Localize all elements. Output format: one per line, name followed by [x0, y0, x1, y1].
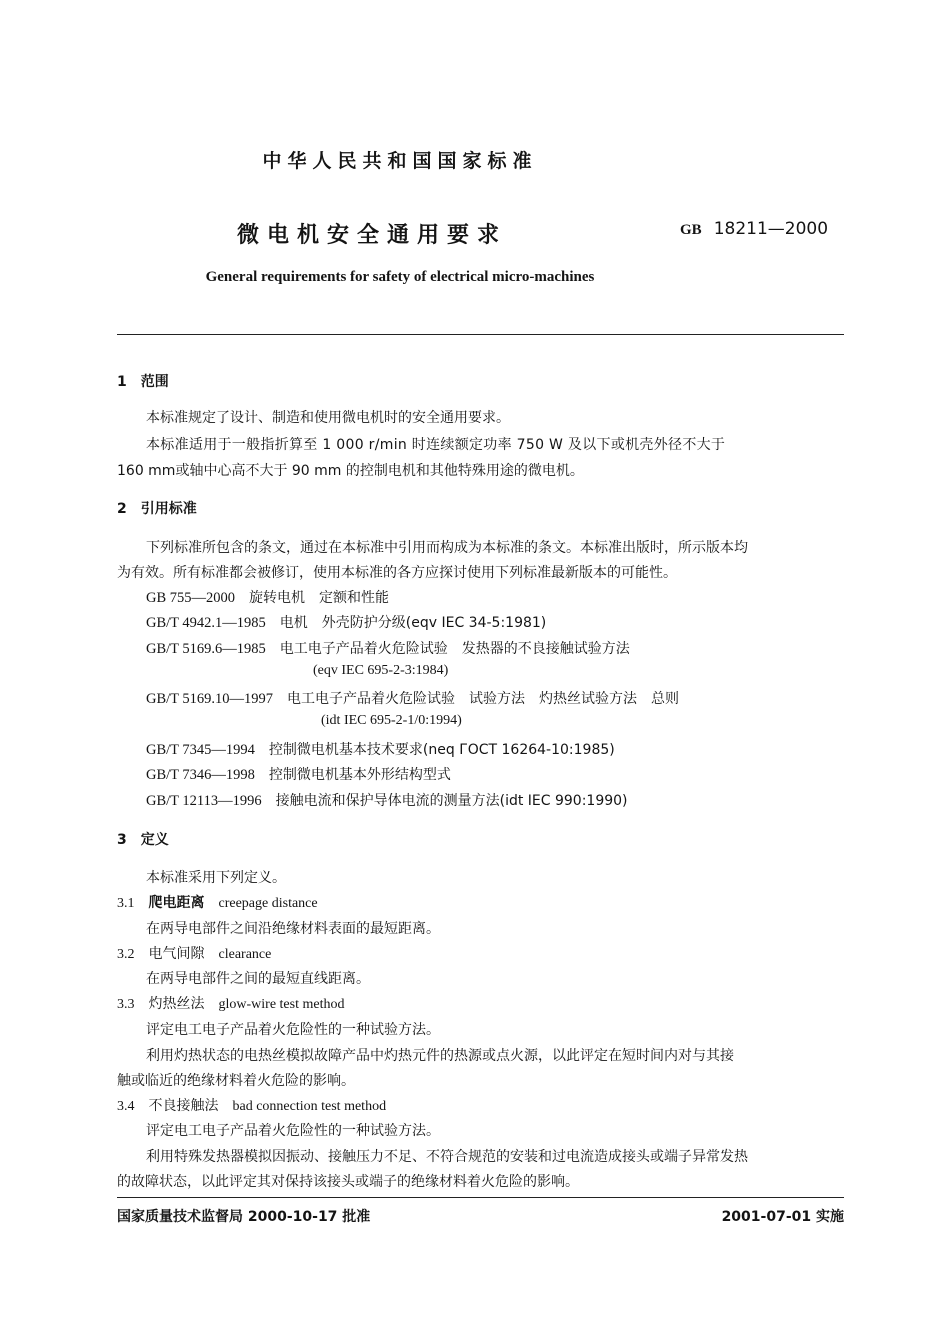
reference-continuation: (idt IEC 695-2-1/0:1994): [321, 713, 462, 728]
reference-item: [146, 688, 679, 708]
reference-code: GB/T 5169.10—1997: [146, 691, 274, 707]
section-3-heading: [117, 829, 169, 849]
definition-text: 在两导电部件之间沿绝缘材料表面的最短距离。: [146, 921, 440, 937]
reference-item: [146, 612, 546, 632]
term-en: bad connection test method: [232, 1099, 387, 1114]
definition-number: 3.3: [117, 997, 135, 1012]
section-1-heading: [117, 371, 169, 391]
definition-text: 评定电工电子产品着火危险性的一种试验方法。: [146, 1123, 440, 1139]
definition-text: 利用特殊发热器模拟因振动、接触压力不足、不符合规范的安装和过电流造成接头或端子异常发热: [146, 1149, 748, 1165]
section-number: 2: [117, 501, 127, 517]
english-title: General requirements for safety of electrical micro-machines: [205, 269, 595, 285]
reference-title: 电工电子产品着火危险试验 试验方法 灼热丝试验方法 总则: [287, 691, 680, 707]
definition-number: 3.1: [117, 896, 135, 911]
section-title: 引用标准: [140, 501, 197, 517]
reference-title: 控制微电机基本外形结构型式: [268, 767, 451, 783]
standard-number: [680, 219, 828, 239]
reference-continuation: (eqv IEC 695-2-3:1984): [313, 663, 449, 678]
reference-item: [146, 764, 451, 784]
paragraph: 本标准适用于一般指折算至 1 000 r/min 时连续额定功率 750 W 及以下或机壳外径不大于: [146, 437, 726, 453]
term-en: glow-wire test method: [218, 997, 345, 1012]
paragraph: 160 mm或轴中心高不大于 90 mm 的控制电机和其他特殊用途的微电机。: [117, 463, 584, 479]
implementation-date: 2001-07-01 实施: [721, 1209, 844, 1225]
gb-prefix: GB: [680, 222, 702, 238]
reference-code: GB/T 4942.1—1985: [146, 615, 266, 631]
reference-code: GB/T 7346—1998: [146, 767, 255, 783]
gb-number: 18211—2000: [713, 219, 829, 239]
definition-text: 评定电工电子产品着火危险性的一种试验方法。: [146, 1022, 440, 1038]
paragraph: 为有效。所有标准都会被修订，使用本标准的各方应探讨使用下列标准最新版本的可能性。: [117, 565, 677, 581]
paragraph: 下列标准所包含的条文，通过在本标准中引用而构成为本标准的条文。本标准出版时，所示版本均: [146, 540, 748, 556]
reference-code: GB/T 5169.6—1985: [146, 641, 266, 657]
reference-title: 旋转电机 定额和性能: [249, 590, 390, 606]
reference-title: 电机 外壳防护分级(eqv IEC 34-5:1981): [279, 615, 547, 631]
definition-text: 的故障状态，以此评定其对保持该接头或端子的绝缘材料着火危险的影响。: [117, 1174, 579, 1190]
term-cn: 灼热丝法: [148, 996, 205, 1012]
section-number: 3: [117, 832, 127, 848]
reference-code: GB/T 7345—1994: [146, 742, 255, 758]
reference-item: [146, 587, 389, 607]
approval-date: 国家质量技术监督局 2000-10-17 批准: [117, 1209, 371, 1225]
definition-number: 3.2: [117, 947, 135, 962]
paragraph: 本标准规定了设计、制造和使用微电机时的安全通用要求。: [146, 410, 510, 426]
term-cn: 不良接触法: [148, 1098, 219, 1114]
section-title: 定义: [140, 832, 169, 848]
term-cn: 爬电距离: [148, 895, 205, 911]
section-2-heading: [117, 498, 197, 518]
term-en: creepage distance: [218, 896, 318, 911]
reference-title: 电工电子产品着火危险试验 发热器的不良接触试验方法: [279, 641, 630, 657]
reference-title: 控制微电机基本技术要求(neq ГОСТ 16264-10:1985): [268, 742, 615, 758]
definition-term: [117, 993, 344, 1013]
section-number: 1: [117, 374, 127, 390]
country-standard-title: 中华人民共和国国家标准: [262, 150, 538, 172]
reference-item: [146, 739, 615, 759]
definition-text: 利用灼热状态的电热丝模拟故障产品中灼热元件的热源或点火源，以此评定在短时间内对与其接: [146, 1048, 734, 1064]
reference-item: [146, 638, 630, 658]
section-title: 范围: [140, 374, 169, 390]
reference-code: GB/T 12113—1996: [146, 793, 262, 809]
reference-title: 接触电流和保护导体电流的测量方法(idt IEC 990:1990): [275, 793, 628, 809]
footer-divider: [117, 1197, 844, 1198]
reference-item: [146, 790, 628, 810]
reference-code: GB 755—2000: [146, 590, 236, 606]
term-cn: 电气间隙: [148, 946, 205, 962]
header-divider: [117, 334, 844, 335]
definition-term: [117, 943, 271, 963]
definition-number: 3.4: [117, 1099, 135, 1114]
definition-term: [117, 1095, 386, 1115]
definition-text: 触或临近的绝缘材料着火危险的影响。: [117, 1073, 355, 1089]
definition-term: [117, 892, 318, 912]
paragraph: 本标准采用下列定义。: [146, 870, 286, 886]
definition-text: 在两导电部件之间的最短直线距离。: [146, 971, 370, 987]
term-en: clearance: [218, 947, 272, 962]
document-title: 微电机安全通用要求: [237, 223, 508, 248]
